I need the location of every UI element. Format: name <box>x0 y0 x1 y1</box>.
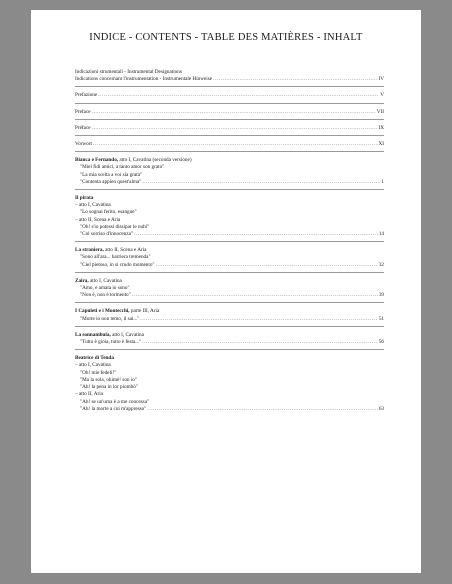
toc-line <box>75 278 384 285</box>
opera-title: I Capuleti e i Montecchi, <box>75 308 130 315</box>
opera-title: Beatrice di Tenda <box>75 355 114 362</box>
leader-dots <box>213 76 377 83</box>
toc-entry-beatrice <box>75 353 384 416</box>
toc-label: "Contenta appien quest'alma" <box>80 178 142 185</box>
toc-row <box>75 179 384 186</box>
leader-dots <box>142 339 378 346</box>
toc-page-number: 39 <box>378 292 384 299</box>
toc-row <box>75 109 384 116</box>
toc-line: – atto I, Cavatina <box>75 362 111 369</box>
leader-dots <box>134 231 378 238</box>
opera-title: Zaira, <box>75 277 89 284</box>
leader-dots <box>140 316 377 323</box>
toc-label: Preface <box>75 108 91 115</box>
toc-entry-bianca <box>75 155 384 190</box>
opera-detail: atto II, Scena e Aria <box>103 247 147 254</box>
leader-dots <box>132 292 378 299</box>
opera-detail: atto I, Cavatina <box>88 277 122 284</box>
toc-label: "Col sorriso d'innocenza" <box>80 231 133 238</box>
toc-line: "Ma la sola, ohimè! son io" <box>80 376 137 383</box>
toc-line: "Lo sognai ferito, esangue" <box>80 209 137 216</box>
opera-title: La sonnambula, <box>75 331 111 338</box>
toc-page-number: 1 <box>381 178 384 185</box>
toc-line <box>75 332 384 339</box>
toc-line: "La mia scelta a voi sia grata" <box>80 171 143 178</box>
opera-detail: parte III, Aria <box>129 308 160 315</box>
toc-label: Préface <box>75 124 91 131</box>
opera-detail: atto I, Cavatina <box>110 331 144 338</box>
toc-line: "Sono all'ara... barriera tremenda" <box>80 254 151 261</box>
toc-label: "Tutto è gioia, tutto è festa..." <box>80 339 142 346</box>
toc-row <box>75 406 384 413</box>
leader-dots <box>92 125 378 132</box>
toc-line: "Amo, e amata io sono" <box>80 285 130 292</box>
toc-line <box>75 247 384 254</box>
toc-entry-capuleti <box>75 306 384 326</box>
toc-line: "Oh! s'io potessi dissipar le nubi" <box>80 223 150 230</box>
leader-dots <box>98 92 379 99</box>
leader-dots <box>147 406 377 413</box>
toc-entry-straniera <box>75 245 384 273</box>
toc-label: "Non è, non è tormento" <box>80 292 131 299</box>
toc-page-number: V <box>380 92 384 99</box>
toc-label: Vorwort <box>75 141 92 148</box>
toc-page-number: 14 <box>378 231 384 238</box>
toc-entry-prefazione <box>75 90 384 103</box>
toc-page-number: XI <box>378 141 384 148</box>
table-of-contents <box>75 67 384 419</box>
toc-line: "Miei fidi amici, a tanto amor son grato" <box>80 164 165 171</box>
toc-entry-instrumental <box>75 67 384 87</box>
leader-dots <box>142 179 380 186</box>
opera-title: Bianca e Fernando, <box>75 157 119 164</box>
leader-dots <box>92 109 376 116</box>
toc-entry-preface <box>75 107 384 120</box>
toc-page-number: IX <box>378 124 384 131</box>
toc-line: "Oh! mie fedeli!" <box>80 369 117 376</box>
leader-dots <box>93 141 378 148</box>
toc-entry-preface-fr <box>75 123 384 136</box>
toc-label: "Ciel pietoso, in sì crudo momento" <box>80 261 155 268</box>
toc-row <box>75 231 384 238</box>
toc-line: "Ah! la pena in lor piombò" <box>80 384 138 391</box>
toc-line <box>75 195 384 202</box>
toc-line: – atto I, Cavatina <box>75 202 111 209</box>
toc-entry-sonnambula <box>75 330 384 350</box>
toc-page-number: 32 <box>378 261 384 268</box>
toc-line <box>75 355 384 362</box>
document-page <box>31 10 421 573</box>
toc-page-number: 56 <box>378 339 384 346</box>
toc-row <box>75 262 384 269</box>
leader-dots <box>156 262 378 269</box>
toc-line: Indicazioni strumentali - Instrumental Designations <box>75 69 182 75</box>
toc-row <box>75 125 384 132</box>
toc-row <box>75 292 384 299</box>
toc-row <box>75 141 384 148</box>
toc-page-number: VII <box>376 108 384 115</box>
toc-line: – atto II, Scena e Aria <box>75 216 121 223</box>
toc-page-number: IV <box>378 76 384 83</box>
toc-page-number: 63 <box>378 405 384 412</box>
toc-label: Indications concernant l'instrumentation - Instrumentale Hinweise <box>75 76 213 83</box>
toc-line: – atto II, Aria <box>75 391 103 398</box>
page-title: INDICE - CONTENTS - TABLE DES MATIÈRES - INHALT <box>89 32 363 43</box>
toc-label: Prefazione <box>75 92 98 99</box>
toc-row <box>75 316 384 323</box>
toc-line <box>75 308 384 315</box>
toc-row <box>75 76 384 83</box>
opera-detail: atto I, Cavatina (seconda versione) <box>118 157 192 164</box>
toc-row <box>75 92 384 99</box>
toc-entry-vorwort <box>75 139 384 152</box>
toc-row <box>75 339 384 346</box>
opera-title: Il pirata <box>75 195 94 202</box>
opera-title: La straniera, <box>75 247 104 254</box>
toc-label: "Ah! la morte a cui m'appresso" <box>80 405 147 412</box>
toc-entry-pirata <box>75 193 384 242</box>
toc-line: "Ah! se un'urna è a me concessa" <box>80 398 150 405</box>
toc-label: "Morte io non temo, il sai..." <box>80 315 140 322</box>
toc-page-number: 51 <box>378 315 384 322</box>
toc-entry-zaira <box>75 276 384 304</box>
